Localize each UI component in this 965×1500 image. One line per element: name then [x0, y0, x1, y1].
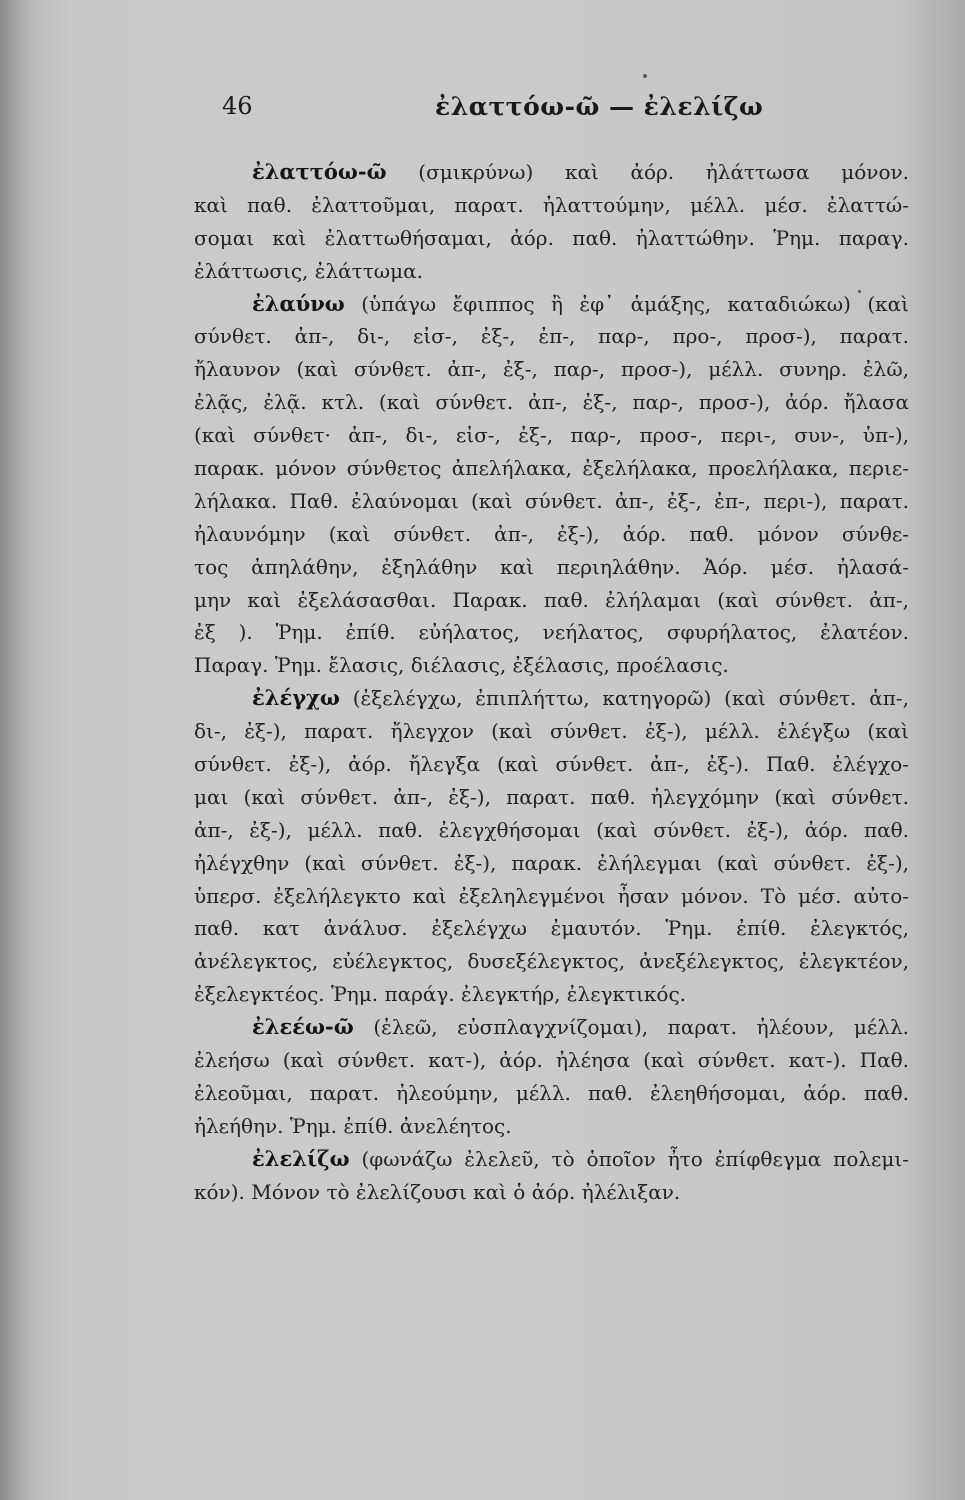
entry-line: ἐλεήσω (καὶ σύνθετ. κατ-), ἀόρ. ἠλέησα (καὶ σύνθετ. κατ-). Παθ.	[194, 1048, 909, 1073]
entry-line: ἀπ-, ἐξ-), μέλλ. παθ. ἐλεγχθήσομαι (καὶ σύνθετ. ἐξ-), ἀόρ. παθ.	[194, 817, 909, 842]
entry-line: παρακ. μόνον σύνθετος ἀπελήλακα, ἐξελήλακα, προελήλακα, περιε-	[194, 456, 909, 481]
entry-lemma: ἐλαττόω-ῶ	[252, 159, 387, 184]
entry-line: σύνθετ. ἐξ-), ἀόρ. ἤλεγξα (καὶ σύνθετ. ἀπ-, ἐξ-). Παθ. ἐλέγχο-	[194, 752, 909, 777]
dictionary-entry	[194, 682, 909, 1011]
entry-line: τος ἀπηλάθην, ἐξηλάθην καὶ περιηλάθην. Ἀόρ. μέσ. ἠλασά-	[194, 554, 909, 579]
entry-lemma: ἐλελίζω	[252, 1145, 350, 1171]
ink-speck	[643, 74, 647, 78]
entry-line: μην καὶ ἐξελάσασθαι. Παρακ. παθ. ἐλήλαμαι (καὶ σύνθετ. ἀπ-,	[194, 587, 909, 612]
entry-lemma: ἐλαύνω	[252, 290, 345, 316]
entry-line: λήλακα. Παθ. ἐλαύνομαι (καὶ σύνθετ. ἀπ-, ἐξ-, ἐπ-, περι-), παρατ.	[194, 488, 909, 513]
entry-line	[194, 682, 909, 715]
entry-lemma: ἐλεέω-ῶ	[252, 1014, 354, 1040]
entry-line	[194, 1143, 909, 1176]
page-number: 46	[222, 92, 253, 120]
running-head: ἐλαττόω-ῶ — ἐλελίζω	[435, 92, 764, 121]
entry-line	[194, 288, 909, 321]
dictionary-entry	[194, 156, 909, 288]
entry-line: ἐλᾷς, ἐλᾷ. κτλ. (καὶ σύνθετ. ἀπ-, ἐξ-, παρ-, προσ-), ἀόρ. ἤλασα	[194, 390, 909, 415]
entry-line: ἀνέλεγκτος, εὐέλεγκτος, δυσεξέλεγκτος, ἀνεξέλεγκτος, ἐλεγκτέον,	[194, 949, 909, 974]
entry-line: Παραγ. Ῥημ. ἔλασις, διέλασις, ἐξέλασις, προέλασις.	[194, 653, 729, 678]
entry-text: (φωνάζω ἐλελεῦ, τὸ ὁποῖον ἦτο ἐπίφθεγμα πολεμι-	[349, 1146, 909, 1171]
entry-line: μαι (καὶ σύνθετ. ἀπ-, ἐξ-), παρατ. παθ. ἠλεγχόμην (καὶ σύνθετ.	[194, 784, 909, 809]
entry-line: ἠλαυνόμην (καὶ σύνθετ. ἀπ-, ἐξ-), ἀόρ. παθ. μόνον σύνθε-	[194, 521, 909, 546]
entry-line	[194, 1011, 909, 1044]
entry-line: ἤλαυνον (καὶ σύνθετ. ἀπ-, ἐξ-, παρ-, προσ-), μέλλ. συνηρ. ἐλῶ,	[194, 357, 909, 382]
entry-line: ἠλεήθην. Ῥημ. ἐπίθ. ἀνελέητος.	[194, 1113, 512, 1138]
entry-line: ἐξ ). Ῥημ. ἐπίθ. εὐήλατος, νεήλατος, σφυρήλατος, ἐλατέον.	[194, 620, 909, 645]
entry-line: σομαι καὶ ἐλαττωθήσαμαι, ἀόρ. παθ. ἠλαττώθην. Ῥημ. παραγ.	[194, 225, 909, 250]
dictionary-entry	[194, 1011, 909, 1143]
entry-text: (ἐξελέγχω, ἐπιπλήττω, κατηγορῶ) (καὶ σύνθετ. ἀπ-,	[339, 686, 909, 711]
entry-line: καὶ παθ. ἐλαττοῦμαι, παρατ. ἠλαττούμην, μέλλ. μέσ. ἐλαττώ-	[194, 192, 909, 217]
entry-line: παθ. κατ ἀνάλυσ. ἐξελέγχω ἐμαυτόν. Ῥημ. ἐπίθ. ἐλεγκτός,	[194, 916, 909, 941]
entry-text: (σμικρύνω) καὶ ἀόρ. ἠλάττωσα μόνον.	[386, 160, 909, 184]
entry-text: (ὑπάγω ἔφιππος ἢ ἐφ᾽ ἁμάξης, καταδιώκω) (καὶ	[344, 291, 909, 316]
entry-line: ἐλεοῦμαι, παρατ. ἠλεούμην, μέλλ. παθ. ἐλεηθήσομαι, ἀόρ. παθ.	[194, 1080, 909, 1105]
entry-line: κόν). Μόνον τὸ ἐλελίζουσι καὶ ὁ ἀόρ. ἠλέλιξαν.	[194, 1179, 681, 1204]
page-header	[0, 92, 965, 132]
entry-text: (ἐλεῶ, εὐσπλαγχνίζομαι), παρατ. ἠλέουν, μέλλ.	[353, 1015, 909, 1040]
entry-line: ἠλέγχθην (καὶ σύνθετ. ἐξ-), παρακ. ἐλήλεγμαι (καὶ σύνθετ. ἐξ-),	[194, 850, 909, 875]
entry-line	[194, 156, 909, 189]
entry-lemma: ἐλέγχω	[252, 685, 340, 711]
dictionary-entry	[194, 288, 909, 683]
entry-line: ἐλάττωσις, ἐλάττωμα.	[194, 258, 423, 283]
dictionary-entry	[194, 1143, 909, 1209]
entry-line: ὑπερσ. ἐξελήλεγκτο καὶ ἐξεληλεγμένοι ἦσαν μόνον. Τὸ μέσ. αὐτο-	[194, 883, 909, 908]
entry-line: ἐξελεγκτέος. Ῥημ. παράγ. ἐλεγκτήρ, ἐλεγκτικός.	[194, 982, 687, 1007]
entry-line: σύνθετ. ἀπ-, δι-, εἰσ-, ἐξ-, ἐπ-, παρ-, προ-, προσ-), παρατ.	[194, 324, 909, 349]
dictionary-body	[194, 156, 909, 1209]
entry-line: (καὶ σύνθετ· ἀπ-, δι-, εἰσ-, ἐξ-, παρ-, προσ-, περι-, συν-, ὑπ-),	[194, 423, 909, 448]
entry-line: δι-, ἐξ-), παρατ. ἤλεγχον (καὶ σύνθετ. ἐξ-), μέλλ. ἐλέγξω (καὶ	[194, 719, 909, 744]
